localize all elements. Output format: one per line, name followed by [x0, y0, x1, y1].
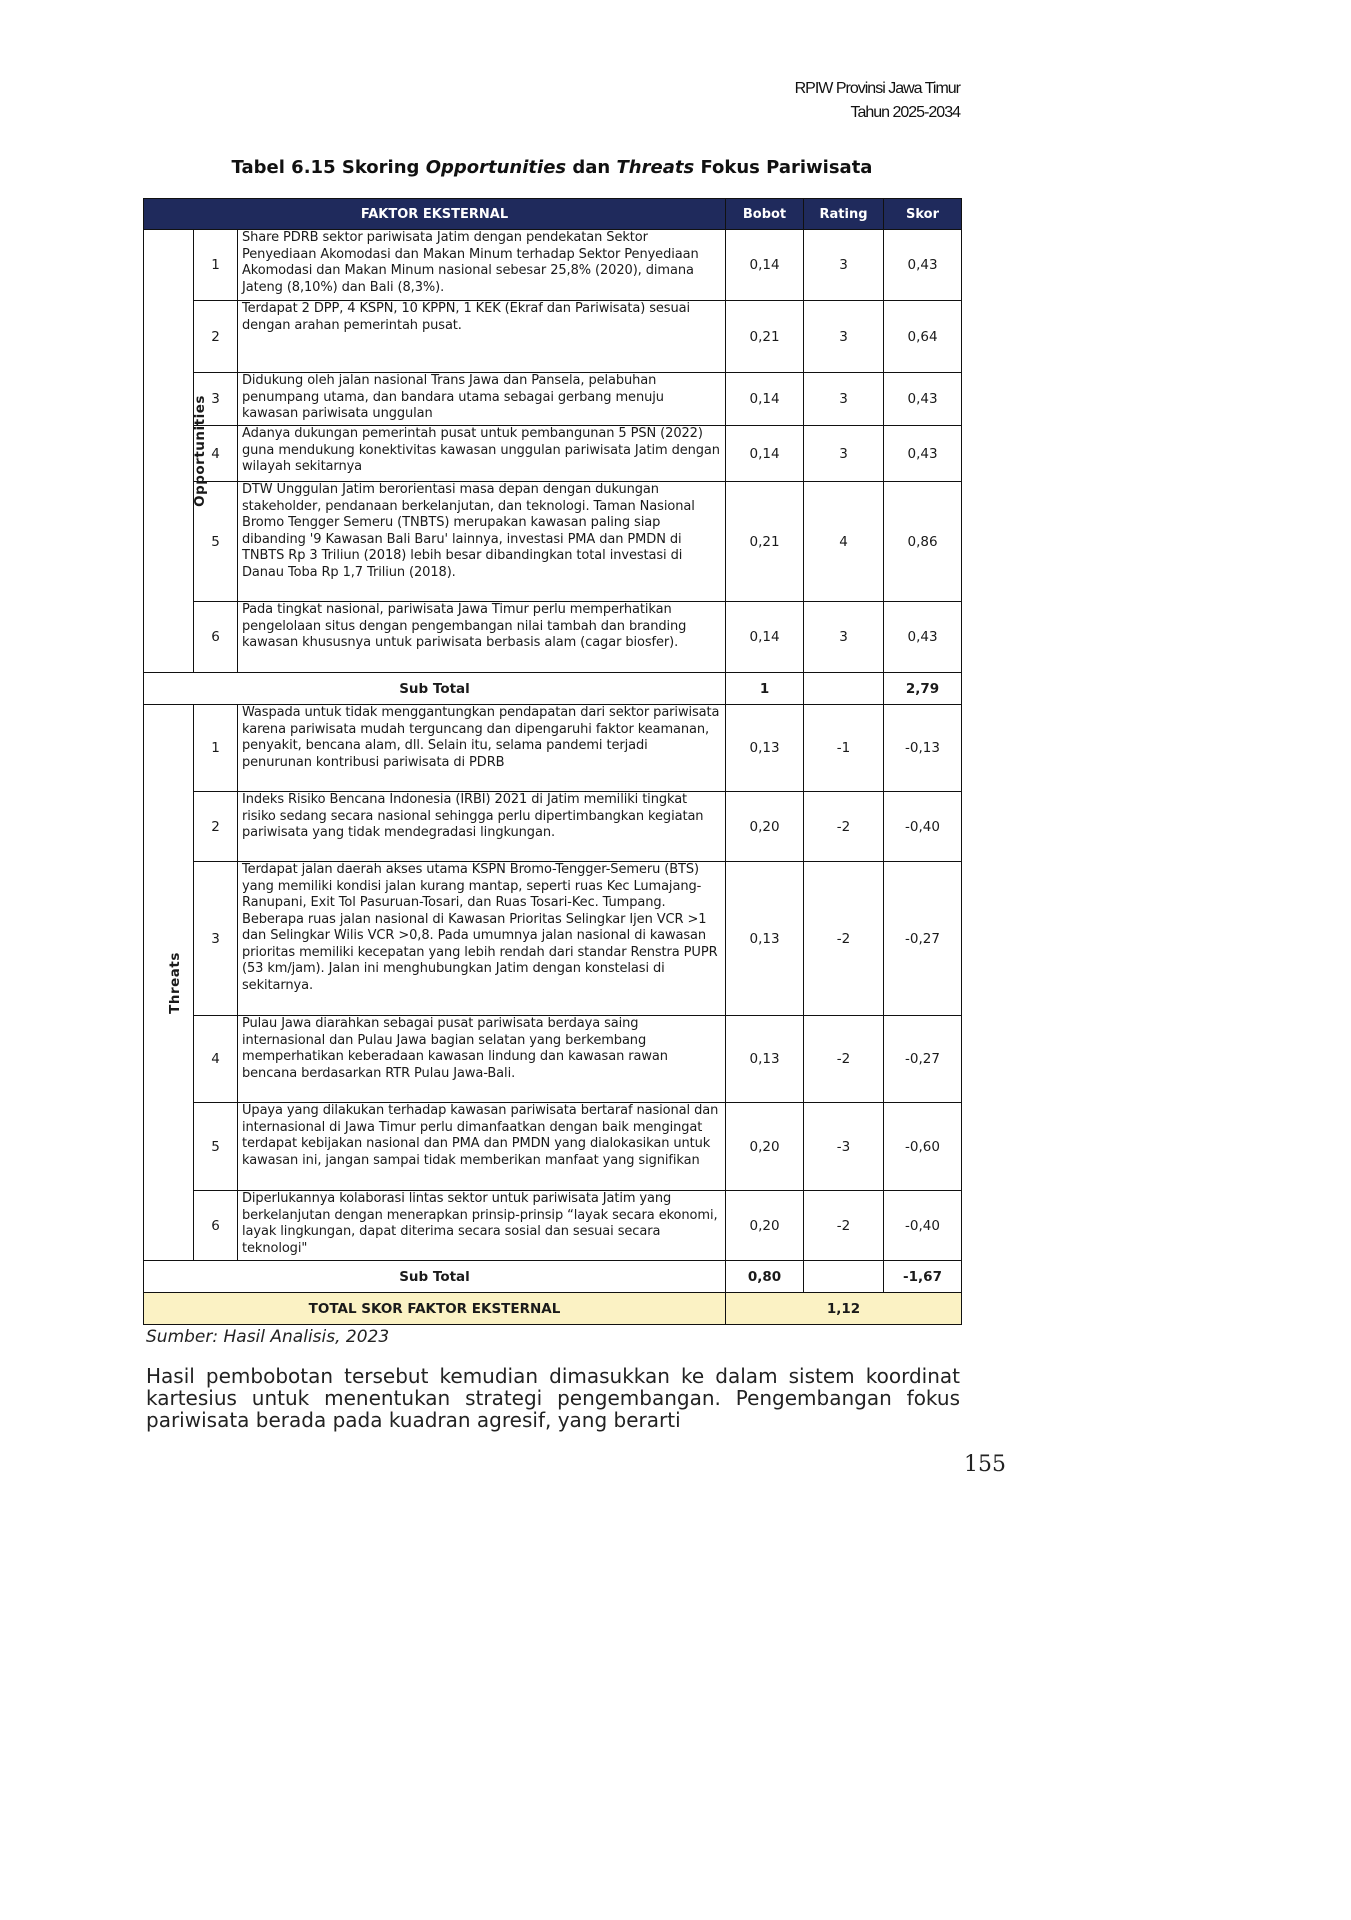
- row-number: 5: [194, 482, 238, 602]
- row-description: Didukung oleh jalan nasional Trans Jawa dan Pansela, pelabuhan penumpang utama, dan bandara utama sebagai gerbang menuju kawasan pariwisata unggulan: [238, 373, 726, 426]
- opportunities-label: Opportunities: [191, 395, 208, 507]
- table-header-row: [144, 199, 962, 230]
- row-rating: 4: [804, 482, 884, 602]
- row-rating: -2: [804, 1016, 884, 1103]
- total-label: TOTAL SKOR FAKTOR EKSTERNAL: [144, 1293, 726, 1325]
- row-skor: 0,43: [884, 230, 962, 301]
- row-description: Upaya yang dilakukan terhadap kawasan pariwisata bertaraf nasional dan internasional di Jawa Timur perlu dimanfaatkan dengan baik mengingat terdapat kebijakan nasional dan PMA dan PMDN yang dialokasikan untuk kawasan ini, jangan sampai tidak memberikan manfaat yang signifikan: [238, 1103, 726, 1191]
- row-bobot: 0,14: [726, 426, 804, 482]
- row-number: 1: [194, 705, 238, 792]
- table-row: [144, 1191, 962, 1261]
- row-skor: 0,43: [884, 602, 962, 673]
- row-description: Diperlukannya kolaborasi lintas sektor untuk pariwisata Jatim yang berkelanjutan dengan menerapkan prinsip-prinsip “layak secara ekonomi, layak lingkungan, dapat diterima secara sosial dan sesuai secara teknologi": [238, 1191, 726, 1261]
- subtotal-rating: [804, 673, 884, 705]
- row-number: 6: [194, 1191, 238, 1261]
- subtotal-bobot: 1: [726, 673, 804, 705]
- running-header-title: RPIW Provinsi Jawa Timur: [794, 80, 960, 97]
- table-row: [144, 230, 962, 301]
- total-value: 1,12: [726, 1293, 962, 1325]
- row-number: 2: [194, 792, 238, 862]
- row-description: Indeks Risiko Bencana Indonesia (IRBI) 2021 di Jatim memiliki tingkat risiko sedang secara nasional sehingga perlu dipertimbangkan kegiatan pariwisata yang tidak mendegradasi lingkungan.: [238, 792, 726, 862]
- row-bobot: 0,14: [726, 230, 804, 301]
- caption-italic-opportunities: Opportunities: [425, 157, 567, 178]
- row-rating: 3: [804, 230, 884, 301]
- opportunities-subtotal-row: [144, 673, 962, 705]
- caption-middle: dan: [566, 157, 617, 178]
- header-bobot: Bobot: [726, 199, 804, 230]
- header-rating: Rating: [804, 199, 884, 230]
- subtotal-bobot: 0,80: [726, 1261, 804, 1293]
- threats-label: Threats: [166, 951, 183, 1014]
- row-bobot: 0,20: [726, 1103, 804, 1191]
- row-skor: -0,27: [884, 862, 962, 1016]
- row-description: Pulau Jawa diarahkan sebagai pusat pariwisata berdaya saing internasional dan Pulau Jawa bagian selatan yang berkembang memperhatikan keberadaan kawasan lindung dan kawasan rawan bencana berdasarkan RTR Pulau Jawa-Bali.: [238, 1016, 726, 1103]
- row-bobot: 0,20: [726, 792, 804, 862]
- row-bobot: 0,13: [726, 1016, 804, 1103]
- row-number: 5: [194, 1103, 238, 1191]
- row-number: 3: [194, 862, 238, 1016]
- row-rating: -1: [804, 705, 884, 792]
- row-rating: 3: [804, 373, 884, 426]
- row-description: Terdapat 2 DPP, 4 KSPN, 10 KPPN, 1 KEK (Ekraf dan Pariwisata) sesuai dengan arahan pemerintah pusat.: [238, 301, 726, 373]
- subtotal-skor: 2,79: [884, 673, 962, 705]
- row-bobot: 0,14: [726, 373, 804, 426]
- threats-group-label: [144, 705, 194, 1261]
- table-row: [144, 705, 962, 792]
- subtotal-rating: [804, 1261, 884, 1293]
- table-row: [144, 792, 962, 862]
- row-number: 2: [194, 301, 238, 373]
- row-skor: 0,43: [884, 426, 962, 482]
- row-skor: -0,40: [884, 1191, 962, 1261]
- row-rating: 3: [804, 602, 884, 673]
- threats-subtotal-row: [144, 1261, 962, 1293]
- row-bobot: 0,13: [726, 862, 804, 1016]
- row-skor: -0,27: [884, 1016, 962, 1103]
- subtotal-skor: -1,67: [884, 1261, 962, 1293]
- body-paragraph: Hasil pembobotan tersebut kemudian dimasukkan ke dalam sistem koordinat kartesius untuk menentukan strategi pengembangan. Pengembangan fokus pariwisata berada pada kuadran agresif, yang berarti: [146, 1364, 960, 1432]
- table-source: Sumber: Hasil Analisis, 2023: [146, 1327, 390, 1347]
- page-number: 155: [964, 1452, 1006, 1477]
- total-row: [144, 1293, 962, 1325]
- row-skor: 0,43: [884, 373, 962, 426]
- row-skor: 0,86: [884, 482, 962, 602]
- row-description: Waspada untuk tidak menggantungkan pendapatan dari sektor pariwisata karena pariwisata mudah terguncang dan dipengaruhi faktor keamanan, penyakit, bencana alam, dll. Selain itu, selama pandemi terjadi penurunan kontribusi pariwisata di PDRB: [238, 705, 726, 792]
- row-rating: 3: [804, 426, 884, 482]
- row-rating: -2: [804, 792, 884, 862]
- scoring-table: [143, 198, 962, 1325]
- caption-italic-threats: Threats: [616, 157, 695, 178]
- row-number: 1: [194, 230, 238, 301]
- caption-suffix: Fokus Pariwisata: [694, 157, 873, 178]
- table-row: [144, 482, 962, 602]
- table-row: [144, 426, 962, 482]
- table-row: [144, 862, 962, 1016]
- row-number: 4: [194, 1016, 238, 1103]
- table-row: [144, 373, 962, 426]
- row-skor: 0,64: [884, 301, 962, 373]
- opportunities-group-label: [144, 230, 208, 673]
- row-bobot: 0,21: [726, 482, 804, 602]
- table-row: [144, 1016, 962, 1103]
- header-skor: Skor: [884, 199, 962, 230]
- row-rating: -3: [804, 1103, 884, 1191]
- row-bobot: 0,14: [726, 602, 804, 673]
- row-bobot: 0,21: [726, 301, 804, 373]
- row-number: 3: [194, 373, 238, 426]
- row-description: Share PDRB sektor pariwisata Jatim dengan pendekatan Sektor Penyediaan Akomodasi dan Makan Minum terhadap Sektor Penyediaan Akomodasi dan Makan Minum nasional sebesar 25,8% (2020), dimana Jateng (8,10%) dan Bali (8,3%).: [238, 230, 726, 301]
- row-bobot: 0,20: [726, 1191, 804, 1261]
- row-skor: -0,40: [884, 792, 962, 862]
- caption-prefix: Tabel 6.15 Skoring: [231, 157, 426, 178]
- row-skor: -0,60: [884, 1103, 962, 1191]
- row-description: Pada tingkat nasional, pariwisata Jawa Timur perlu memperhatikan pengelolaan situs dengan pengembangan nilai tambah dan branding kawasan khususnya untuk pariwisata berbasis alam (cagar biosfer).: [238, 602, 726, 673]
- row-skor: -0,13: [884, 705, 962, 792]
- table-row: [144, 602, 962, 673]
- table-row: [144, 301, 962, 373]
- running-header-years: Tahun 2025-2034: [850, 104, 960, 121]
- row-rating: 3: [804, 301, 884, 373]
- row-bobot: 0,13: [726, 705, 804, 792]
- subtotal-label: Sub Total: [144, 1261, 726, 1293]
- header-faktor-eksternal: FAKTOR EKSTERNAL: [144, 199, 726, 230]
- row-description: DTW Unggulan Jatim berorientasi masa depan dengan dukungan stakeholder, pendanaan berkelanjutan, dan teknologi. Taman Nasional Bromo Tengger Semeru (TNBTS) merupakan kawasan paling siap dibanding '9 Kawasan Bali Baru' lainnya, investasi PMA dan PMDN di TNBTS Rp 3 Triliun (2018) lebih besar dibandingkan total investasi di Danau Toba Rp 1,7 Triliun (2018).: [238, 482, 726, 602]
- row-rating: -2: [804, 862, 884, 1016]
- table-row: [144, 1103, 962, 1191]
- row-rating: -2: [804, 1191, 884, 1261]
- row-description: Terdapat jalan daerah akses utama KSPN Bromo-Tengger-Semeru (BTS) yang memiliki kondisi jalan kurang mantap, seperti ruas Kec Lumajang-Ranupani, Exit Tol Pasuruan-Tosari, dan Ruas Tosari-Kec. Tumpang. Beberapa ruas jalan nasional di Kawasan Prioritas Selingkar Ijen VCR >1 dan Selingkar Wilis VCR >0,8. Pada umumnya jalan nasional di kawasan prioritas memiliki kecepatan yang lebih rendah dari standar Renstra PUPR (53 km/jam). Jalan ini menghubungkan Jatim dengan konstelasi di sekitarnya.: [238, 862, 726, 1016]
- row-description: Adanya dukungan pemerintah pusat untuk pembangunan 5 PSN (2022) guna mendukung konektivitas kawasan unggulan pariwisata Jatim dengan wilayah sekitarnya: [238, 426, 726, 482]
- subtotal-label: Sub Total: [144, 673, 726, 705]
- row-number: 4: [194, 426, 238, 482]
- row-number: 6: [194, 602, 238, 673]
- table-caption: [143, 157, 961, 178]
